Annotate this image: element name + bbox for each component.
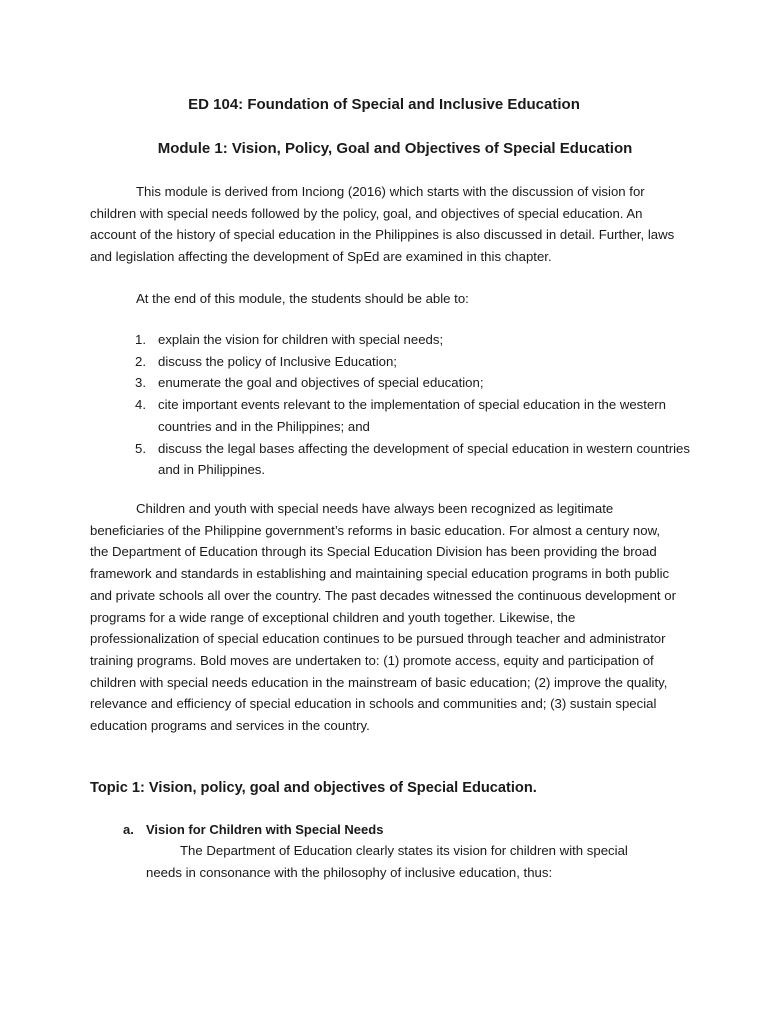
- list-item-text: enumerate the goal and objectives of special education;: [158, 375, 484, 391]
- list-item: [90, 372, 690, 394]
- module-title: Module 1: Vision, Policy, Goal and Objectives of Special Education: [157, 140, 633, 157]
- list-item-number: 1.: [135, 332, 146, 347]
- list-item-text: discuss the legal bases affecting the development of special education in western countries and in Philippines.: [158, 440, 690, 478]
- list-item: [90, 438, 690, 481]
- topic-title: Topic 1: Vision, policy, goal and objectives of Special Education.: [90, 780, 537, 796]
- subsection-heading: [123, 820, 683, 840]
- list-item-number: 5.: [135, 440, 146, 456]
- subsection-letter: a.: [123, 822, 134, 837]
- objectives-list: [90, 329, 690, 481]
- list-item-number: 3.: [135, 375, 146, 391]
- intro-paragraph: This module is derived from Inciong (2016) which starts with the discussion of vision for children with special needs followed by the policy, goal, and objectives of special education. An account of the history of special education in the Philippines is also discussed in detail. Further, laws and legislation affecting the development of SpEd are examined in this chapter.: [90, 184, 675, 265]
- list-item: [90, 394, 690, 437]
- list-item: [90, 351, 690, 373]
- list-item-number: 4.: [135, 397, 146, 413]
- list-item-text: explain the vision for children with special needs;: [158, 332, 444, 347]
- list-item-number: 2.: [135, 353, 146, 369]
- subsection-paragraph: The Department of Education clearly states its vision for children with special needs in consonance with the philosophy of inclusive education, thus:: [146, 843, 628, 880]
- body-paragraph: Children and youth with special needs have always been recognized as legitimate beneficiaries of the Philippine government’s reforms in basic education. For almost a century now, the Department of Education through its Special Education Division has been providing the broad framework and standards in establishing and maintaining special education programs in both public and private schools all over the country. The past decades witnessed the continuous development or programs for a wide range of exceptional children and youth together. Likewise, the professionalization of special education continues to be pursued through teacher and administrator training programs. Bold moves are undertaken to: (1) promote access, equity and participation of children with special needs education in the mainstream of basic education; (2) improve the quality, relevance and efficiency of special education in schools and communities and; (3) sustain special education programs and services in the country.: [90, 501, 676, 734]
- list-item: [90, 329, 690, 351]
- list-item-text: cite important events relevant to the implementation of special education in the western countries and in the Philippines; and: [158, 397, 667, 434]
- subsection-title: Vision for Children with Special Needs: [146, 822, 384, 837]
- objectives-intro: At the end of this module, the students should be able to:: [136, 291, 469, 306]
- list-item-text: discuss the policy of Inclusive Education;: [158, 353, 397, 369]
- course-title: ED 104: Foundation of Special and Inclusive Education: [188, 96, 580, 113]
